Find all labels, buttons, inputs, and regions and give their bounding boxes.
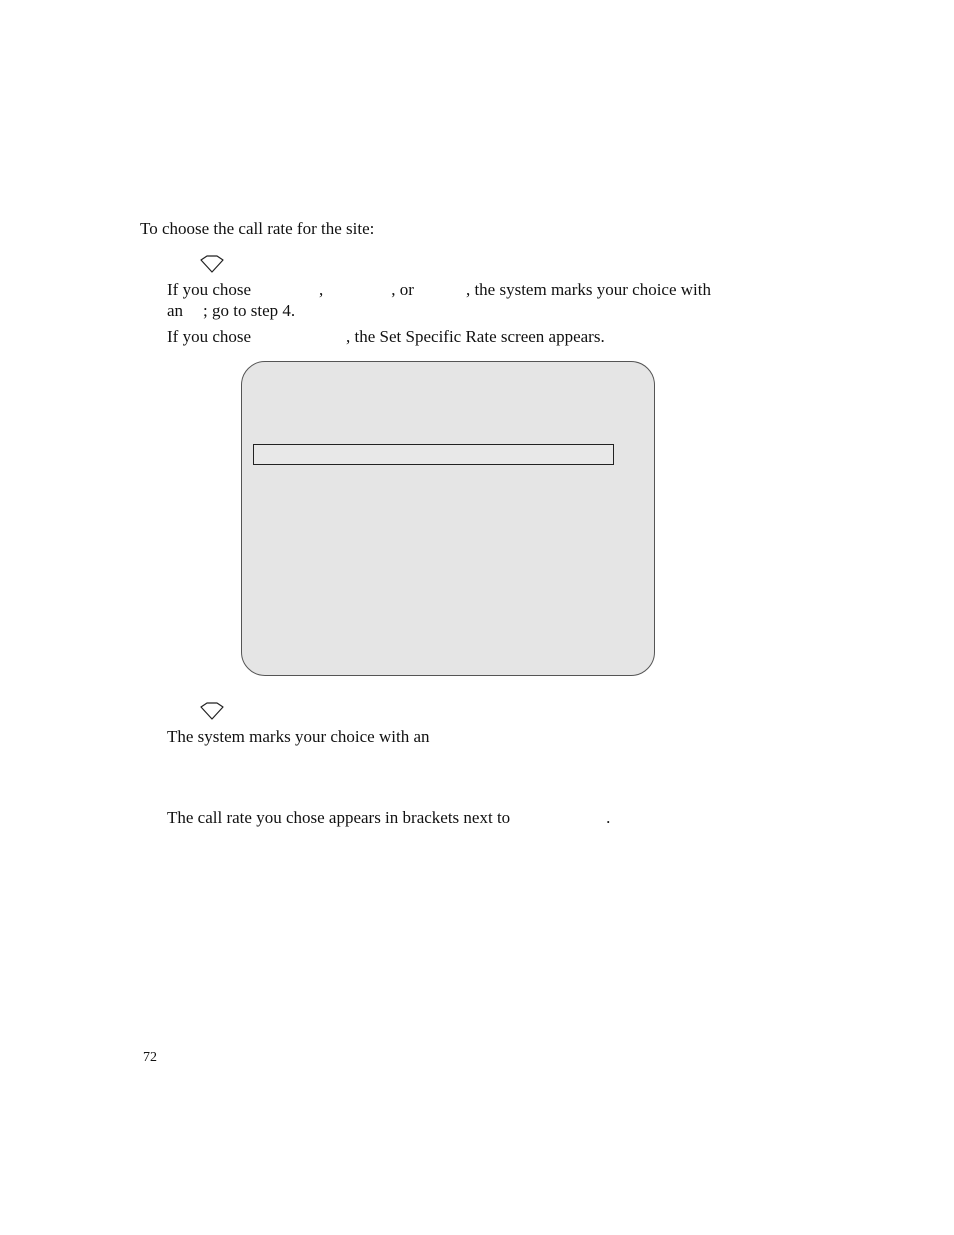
- step1-line1: [167, 280, 711, 300]
- step2-text: The system marks your choice with an: [167, 727, 430, 746]
- step3-text-part2: .: [606, 808, 611, 827]
- down-arrow-key-icon: [199, 254, 225, 274]
- intro-text: To choose the call rate for the site:: [140, 219, 375, 238]
- step1-line2-part2: ; go to step 4.: [203, 301, 296, 320]
- step1-line1-part1: If you chose: [167, 280, 252, 299]
- step3-text-part1: The call rate you chose appears in brackets next to: [167, 808, 511, 827]
- selection-highlight-bar: [253, 444, 614, 465]
- step1-line3-part2: , the Set Specific Rate screen appears.: [346, 327, 605, 346]
- page-number: 72: [143, 1050, 157, 1065]
- step1-line3-part1: If you chose: [167, 327, 252, 346]
- step1-line1-part3: , or: [391, 280, 414, 299]
- step1-line2-part1: an: [167, 301, 184, 320]
- down-arrow-key-icon: [199, 701, 225, 721]
- step3-text: [167, 808, 610, 828]
- step1-line3: [167, 327, 605, 347]
- set-specific-rate-screen: [241, 361, 655, 676]
- step1-line2: [167, 301, 295, 321]
- step1-line1-part2: ,: [319, 280, 324, 299]
- step1-line1-part4: , the system marks your choice with: [465, 280, 711, 299]
